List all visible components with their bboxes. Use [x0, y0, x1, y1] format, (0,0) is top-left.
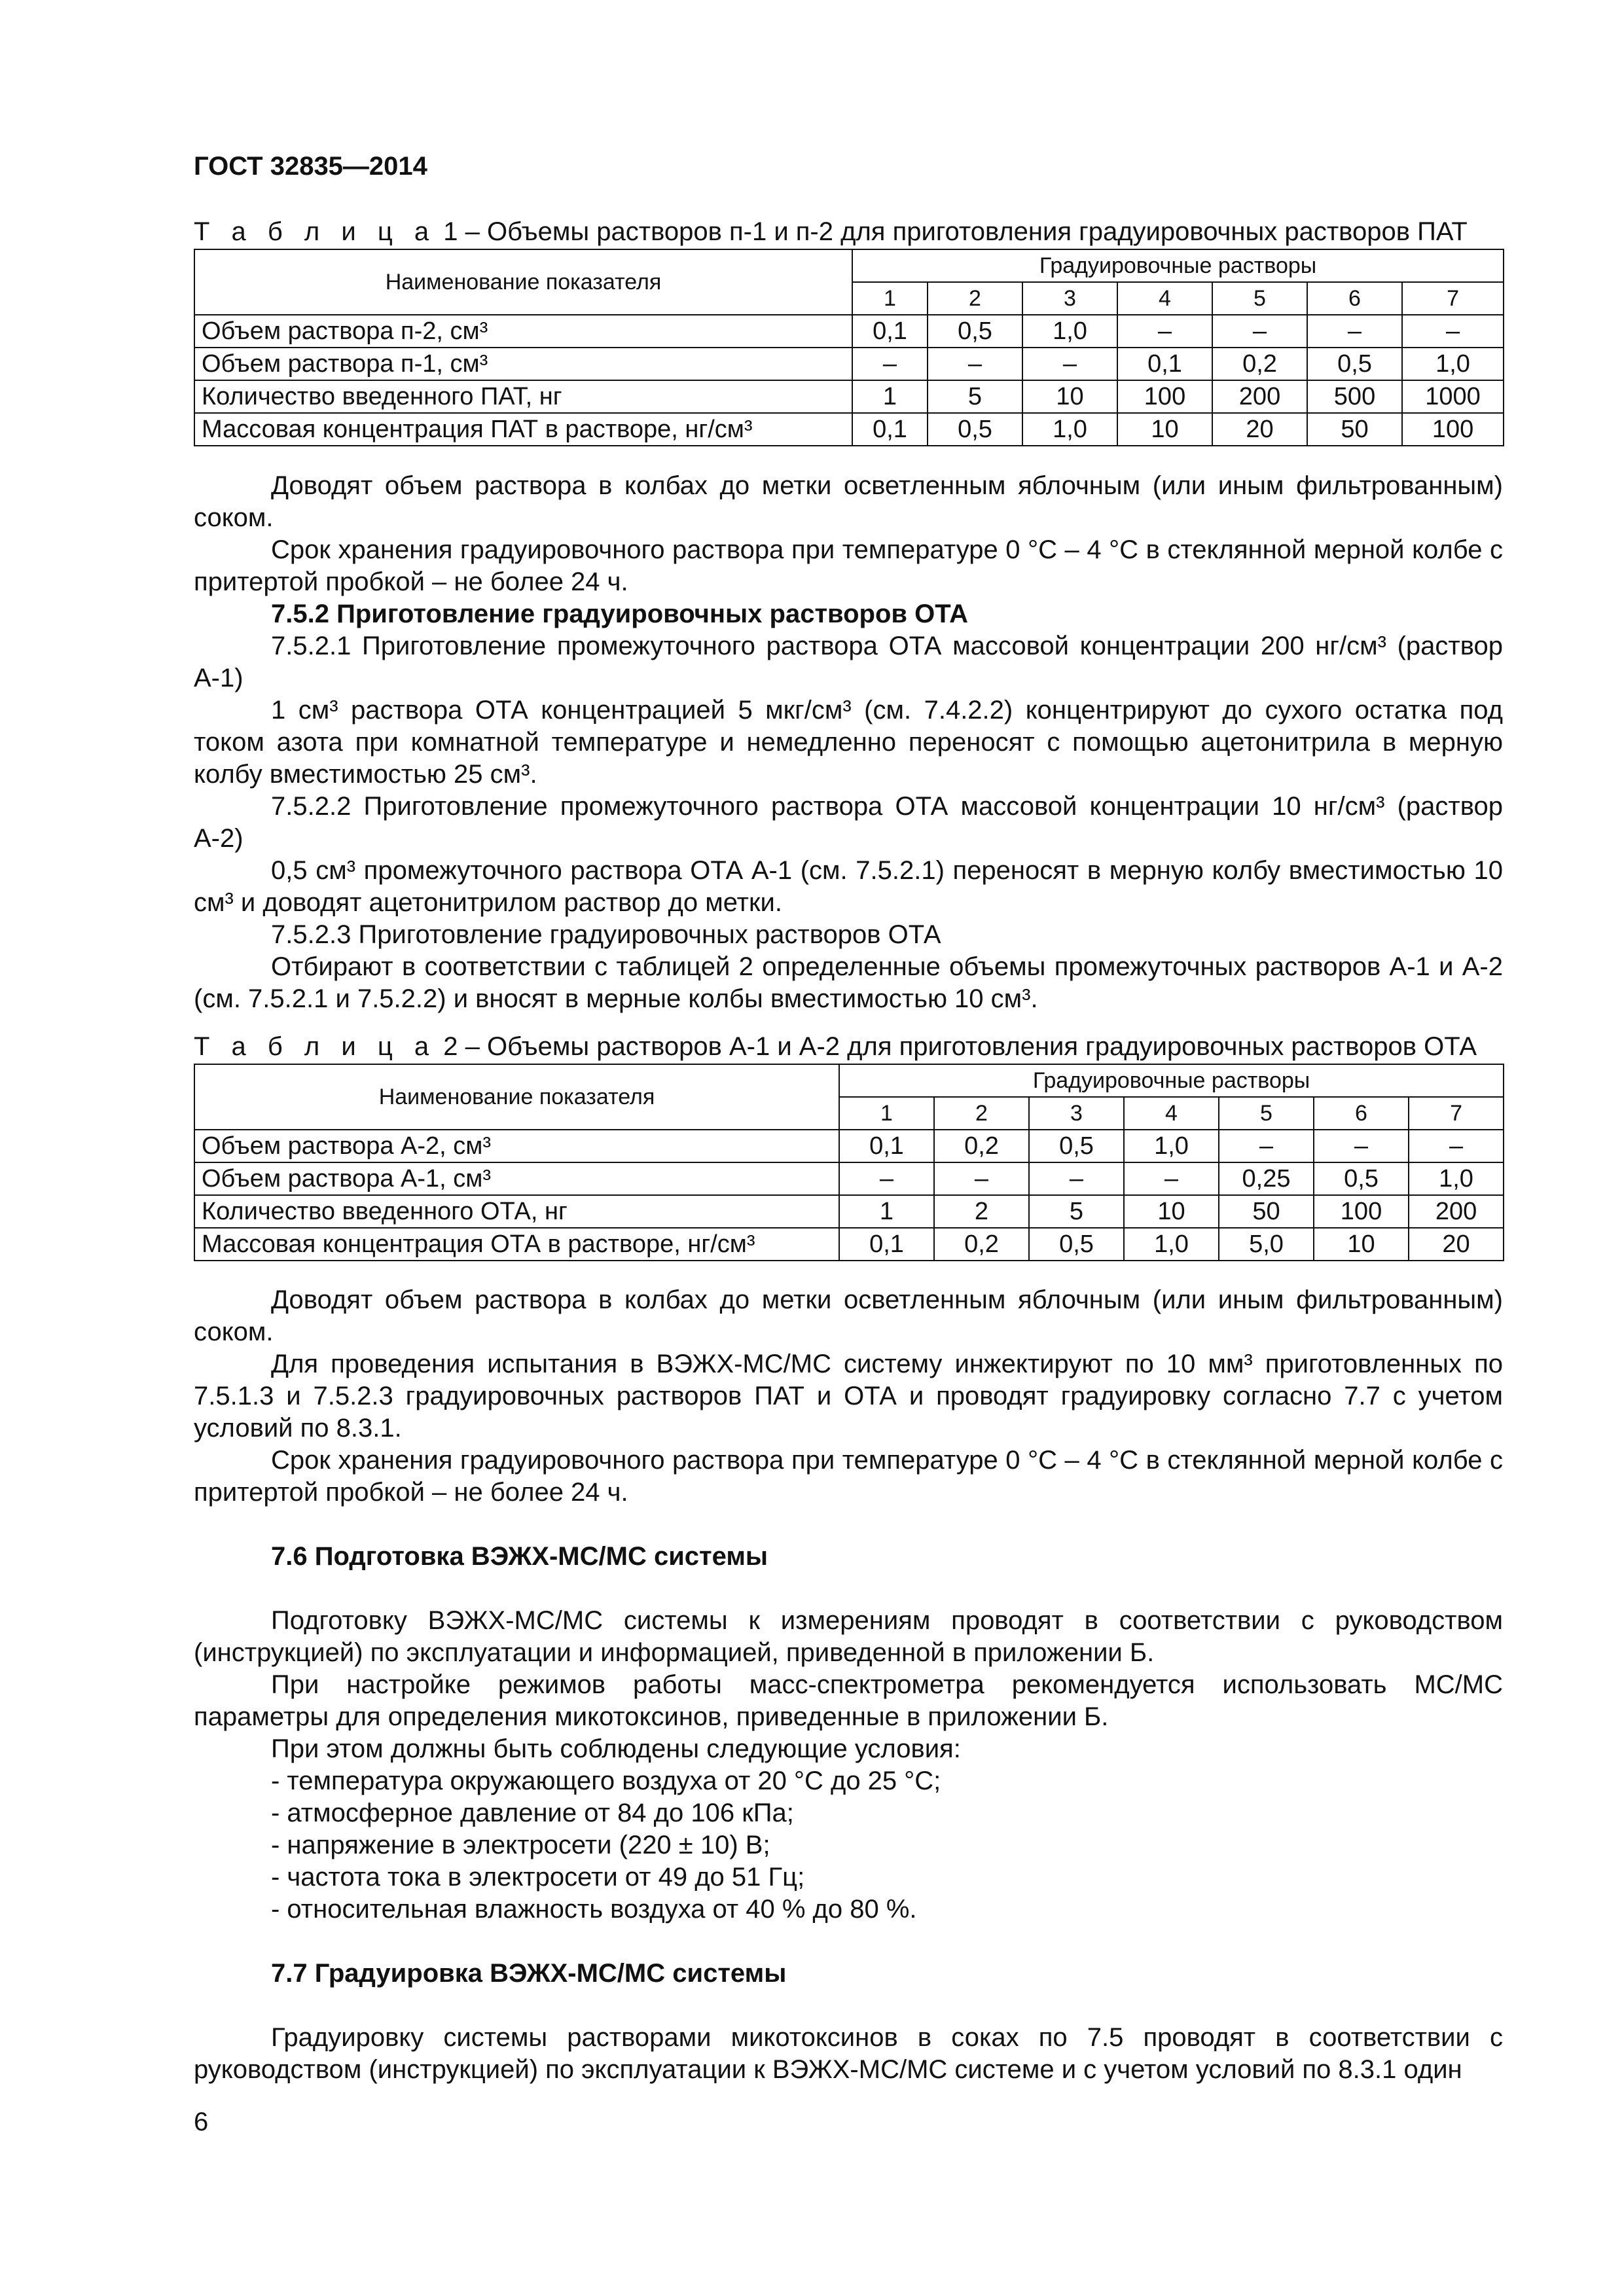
table-cell: 0,5 — [1314, 1162, 1409, 1195]
table1-caption — [194, 216, 1468, 248]
table-cell: – — [934, 1162, 1029, 1195]
list-item: - температура окружающего воздуха от 20 °С до 25 °С; — [271, 1767, 941, 1795]
table-cell: 0,1 — [852, 315, 928, 348]
paragraph: 7.5.2.3 Приготовление градуировочных растворов ОТА — [271, 920, 941, 949]
paragraph: Срок хранения градуировочного раствора при температуре 0 °С – 4 °С в стеклянной мерной колбе с притертой пробкой – не более 24 ч. — [194, 1446, 1503, 1507]
row-label: Объем раствора п-1, см³ — [194, 348, 852, 380]
paragraph: При этом должны быть соблюдены следующие условия: — [271, 1734, 961, 1763]
section-heading-7-6: 7.6 Подготовка ВЭЖХ-МС/МС системы — [271, 1542, 768, 1571]
table-row — [194, 1228, 1504, 1261]
table-cell: 0,1 — [839, 1228, 934, 1261]
table-cell: 10 — [1314, 1228, 1409, 1261]
table-cell: 100 — [1314, 1195, 1409, 1228]
column-number: 2 — [928, 282, 1022, 315]
table-cell: 10 — [1022, 380, 1117, 413]
column-number: 6 — [1307, 282, 1402, 315]
row-label: Количество введенного ПАТ, нг — [194, 380, 852, 413]
paragraph: 7.5.2.2 Приготовление промежуточного раствора ОТА массовой концентрации 10 нг/см³ (раствор А-2) — [194, 792, 1503, 853]
table-cell: 200 — [1212, 380, 1307, 413]
page-number: 6 — [194, 2108, 209, 2136]
row-label: Массовая концентрация ПАТ в растворе, нг/см³ — [194, 413, 852, 446]
table-cell: – — [1117, 315, 1212, 348]
table-cell: – — [1409, 1130, 1504, 1162]
column-number: 5 — [1212, 282, 1307, 315]
table-cell: 5,0 — [1219, 1228, 1314, 1261]
row-label: Количество введенного ОТА, нг — [194, 1195, 839, 1228]
table-cell: 1000 — [1402, 380, 1504, 413]
table-cell: 2 — [934, 1195, 1029, 1228]
paragraph: 7.5.2.1 Приготовление промежуточного раствора ОТА массовой концентрации 200 нг/см³ (раствор А-1) — [194, 632, 1503, 692]
table-cell: 0,5 — [1307, 348, 1402, 380]
list-item: - относительная влажность воздуха от 40 % до 80 %. — [271, 1895, 917, 1924]
column-number: 1 — [852, 282, 928, 315]
table1-caption-text: 1 – Объемы растворов п-1 и п-2 для приготовления градуировочных растворов ПАТ — [443, 217, 1468, 246]
table-cell: 0,2 — [934, 1130, 1029, 1162]
column-number: 4 — [1117, 282, 1212, 315]
table-cell: 1,0 — [1124, 1228, 1219, 1261]
table-cell: 100 — [1117, 380, 1212, 413]
table-cell: 0,5 — [1029, 1130, 1124, 1162]
row-label: Объем раствора А-1, см³ — [194, 1162, 839, 1195]
table-row — [194, 413, 1504, 446]
paragraph: Градуировку системы растворами микотоксинов в соках по 7.5 проводят в соответствии с руководством (инструкцией) по эксплуатации к ВЭЖХ-МС/МС системе и с учетом условий по 8.3.1 один — [194, 2023, 1503, 2084]
table-cell: 50 — [1307, 413, 1402, 446]
column-header-group: Градуировочные растворы — [852, 249, 1504, 282]
paragraph: Доводят объем раствора в колбах до метки осветленным яблочным (или иным фильтрованным) соком. — [194, 1285, 1503, 1346]
column-number: 3 — [1022, 282, 1117, 315]
table-cell: 0,1 — [1117, 348, 1212, 380]
column-number: 5 — [1219, 1097, 1314, 1130]
table-cell: 1,0 — [1022, 413, 1117, 446]
table-cell: – — [928, 348, 1022, 380]
table-cell: 1 — [839, 1195, 934, 1228]
paragraph: Для проведения испытания в ВЭЖХ-МС/МС систему инжектируют по 10 мм³ приготовленных по 7.5.1.3 и 7.5.2.3 градуировочных растворов ПАТ и ОТА и проводят градуировку согласно 7.7 с учетом условий по 8.3.1. — [194, 1350, 1503, 1443]
paragraph: Срок хранения градуировочного раствора при температуре 0 °С – 4 °С в стеклянной мерной колбе с притертой пробкой – не более 24 ч. — [194, 535, 1503, 596]
column-number: 3 — [1029, 1097, 1124, 1130]
column-number: 1 — [839, 1097, 934, 1130]
table-row — [194, 1162, 1504, 1195]
table-cell: – — [1219, 1130, 1314, 1162]
paragraph: При настройке режимов работы масс-спектрометра рекомендуется использовать МС/МС параметры для определения микотоксинов, приведенные в приложении Б. — [194, 1670, 1503, 1731]
paragraph: 1 см³ раствора ОТА концентрацией 5 мкг/см³ (см. 7.4.2.2) концентрируют до сухого остатка под током азота при комнатной температуре и немедленно переносят с помощью ацетонитрила в мерную колбу вместимостью 25 см³. — [194, 696, 1503, 789]
table2-caption-prefix: Т а б л и ц а — [194, 1032, 437, 1061]
table-cell: 0,1 — [839, 1130, 934, 1162]
paragraph: 0,5 см³ промежуточного раствора ОТА А-1 (см. 7.5.2.1) переносят в мерную колбу вместимостью 10 см³ и доводят ацетонитрилом раствор до метки. — [194, 856, 1503, 917]
section-heading-7-5-2: 7.5.2 Приготовление градуировочных растворов ОТА — [271, 600, 969, 628]
table-cell: – — [1029, 1162, 1124, 1195]
table1 — [194, 249, 1504, 446]
text-block-1 — [194, 470, 1503, 1015]
table-cell: 1,0 — [1402, 348, 1504, 380]
table-cell: 5 — [928, 380, 1022, 413]
table-cell: – — [1022, 348, 1117, 380]
document-header: ГОСТ 32835—2014 — [194, 152, 427, 181]
table-cell: 1,0 — [1409, 1162, 1504, 1195]
table-cell: 10 — [1124, 1195, 1219, 1228]
paragraph: Доводят объем раствора в колбах до метки осветленным яблочным (или иным фильтрованным) соком. — [194, 471, 1503, 532]
table-cell: – — [1314, 1130, 1409, 1162]
list-item: - частота тока в электросети от 49 до 51 Гц; — [271, 1863, 805, 1892]
table-cell: 0,5 — [928, 315, 1022, 348]
column-header-name: Наименование показателя — [194, 249, 852, 315]
column-header-name: Наименование показателя — [194, 1064, 839, 1130]
table-cell: 500 — [1307, 380, 1402, 413]
table-cell: – — [1124, 1162, 1219, 1195]
column-number: 2 — [934, 1097, 1029, 1130]
row-label: Массовая концентрация ОТА в растворе, нг/см³ — [194, 1228, 839, 1261]
table-cell: 100 — [1402, 413, 1504, 446]
table2-caption-text: 2 – Объемы растворов А-1 и А-2 для приготовления градуировочных растворов ОТА — [443, 1032, 1477, 1061]
table-row — [194, 1130, 1504, 1162]
table-cell: – — [1402, 315, 1504, 348]
table-cell: 1,0 — [1124, 1130, 1219, 1162]
table-cell: 5 — [1029, 1195, 1124, 1228]
table-cell: 0,2 — [934, 1228, 1029, 1261]
table-cell: 0,1 — [852, 413, 928, 446]
table-cell: – — [1212, 315, 1307, 348]
row-label: Объем раствора п-2, см³ — [194, 315, 852, 348]
column-header-group: Градуировочные растворы — [839, 1064, 1504, 1097]
table-cell: 10 — [1117, 413, 1212, 446]
table-cell: 0,25 — [1219, 1162, 1314, 1195]
paragraph: Отбирают в соответствии с таблицей 2 определенные объемы промежуточных растворов А-1 и А-2 (см. 7.5.2.1 и 7.5.2.2) и вносят в мерные колбы вместимостью 10 см³. — [194, 952, 1503, 1013]
paragraph: Подготовку ВЭЖХ-МС/МС системы к измерениям проводят в соответствии с руководством (инструкцией) по эксплуатации и информацией, приведенной в приложении Б. — [194, 1606, 1503, 1667]
table-cell: – — [852, 348, 928, 380]
table-cell: 50 — [1219, 1195, 1314, 1228]
text-block-2 — [194, 1284, 1503, 2086]
table-row — [194, 348, 1504, 380]
table-row — [194, 1195, 1504, 1228]
column-number: 7 — [1402, 282, 1504, 315]
table-cell: 20 — [1212, 413, 1307, 446]
list-item: - напряжение в электросети (220 ± 10) В; — [271, 1831, 770, 1859]
table-cell: 1,0 — [1022, 315, 1117, 348]
column-number: 7 — [1409, 1097, 1504, 1130]
table-cell: 200 — [1409, 1195, 1504, 1228]
table-cell: 1 — [852, 380, 928, 413]
table-cell: – — [839, 1162, 934, 1195]
row-label: Объем раствора А-2, см³ — [194, 1130, 839, 1162]
table-cell: 0,5 — [1029, 1228, 1124, 1261]
table-cell: 20 — [1409, 1228, 1504, 1261]
table-cell: 0,2 — [1212, 348, 1307, 380]
table-cell: 0,5 — [928, 413, 1022, 446]
section-heading-7-7: 7.7 Градуировка ВЭЖХ-МС/МС системы — [271, 1959, 787, 1988]
table-row — [194, 380, 1504, 413]
table2-caption — [194, 1031, 1477, 1063]
table2 — [194, 1064, 1504, 1261]
column-number: 4 — [1124, 1097, 1219, 1130]
table-row — [194, 315, 1504, 348]
list-item: - атмосферное давление от 84 до 106 кПа; — [271, 1799, 794, 1827]
column-number: 6 — [1314, 1097, 1409, 1130]
table1-caption-prefix: Т а б л и ц а — [194, 217, 437, 246]
table-cell: – — [1307, 315, 1402, 348]
